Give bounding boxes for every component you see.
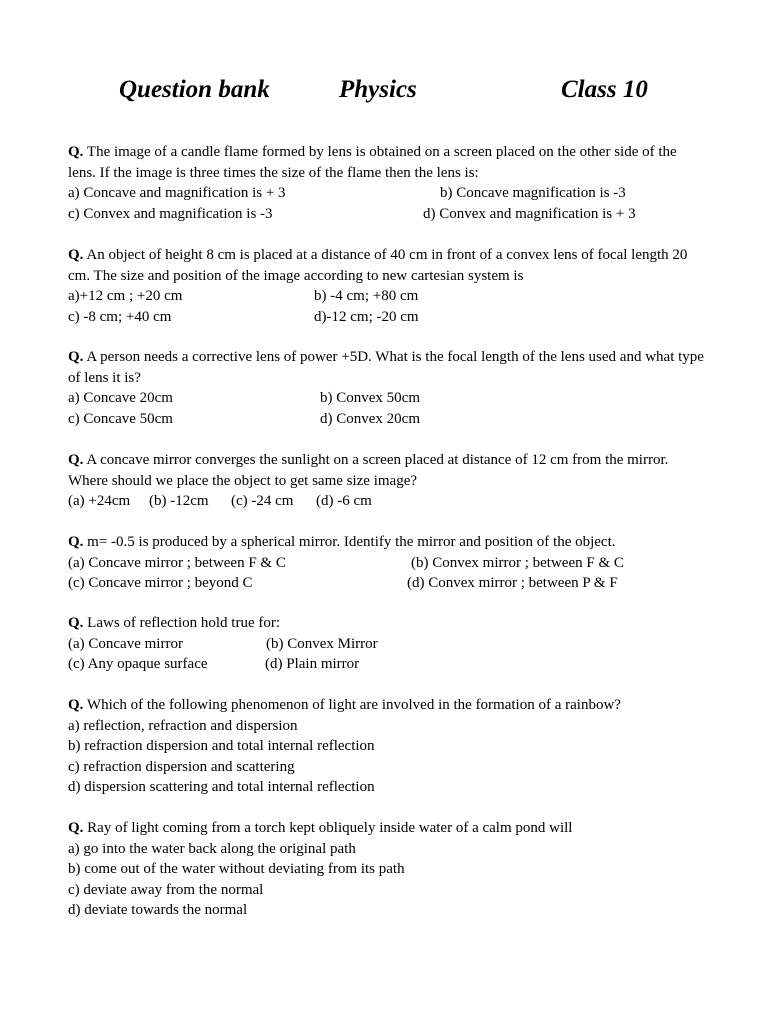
question-prefix: Q. (68, 820, 84, 836)
question-text: A concave mirror converges the sunlight on a screen placed at distance of 12 cm from the mirror. Where should we place the object to get same size image? (68, 452, 669, 489)
option-row (68, 307, 708, 328)
option-a: (a) +24cm (68, 493, 131, 509)
option-c: c) refraction dispersion and scattering (68, 758, 295, 775)
option-d: d) deviate towards the normal (68, 902, 248, 918)
question-prefix: Q. (68, 144, 84, 160)
option-c: c) Concave 50cm (68, 410, 173, 427)
option-b: b) refraction dispersion and total internal reflection (68, 738, 375, 754)
header-subject: Physics (339, 76, 417, 103)
page-header (0, 74, 768, 108)
header-title: Question bank (119, 76, 270, 103)
option-b: b) Convex 50cm (320, 390, 420, 406)
question-text: An object of height 8 cm is placed at a distance of 40 cm in front of a convex lens of focal length 20 cm. The size and position of the image according to new cartesian system is (68, 247, 688, 284)
question-3 (68, 347, 708, 429)
option-a: a)+12 cm ; +20 cm (68, 288, 183, 304)
option-a: (a) Concave mirror ; between F & C (68, 554, 286, 571)
option-row (68, 286, 708, 307)
question-4 (68, 450, 708, 512)
question-stem (68, 245, 708, 286)
option-d: d) Convex 20cm (320, 410, 420, 427)
question-text: Ray of light coming from a torch kept obliquely inside water of a calm pond will (87, 820, 573, 836)
option-b: (b) Convex mirror ; between F & C (411, 554, 624, 571)
option-a: a) go into the water back along the original path (68, 840, 356, 857)
option-row (68, 388, 708, 409)
question-stem (68, 695, 708, 716)
option-c: c) Convex and magnification is -3 (68, 205, 273, 222)
question-6 (68, 613, 708, 675)
question-8 (68, 818, 708, 921)
option-c: (c) Concave mirror ; beyond C (68, 575, 253, 591)
question-prefix: Q. (68, 247, 84, 263)
question-prefix: Q. (68, 349, 84, 365)
option-d: d)-12 cm; -20 cm (314, 308, 419, 325)
question-prefix: Q. (68, 452, 84, 468)
option-c: c) deviate away from the normal (68, 881, 264, 898)
option-a: (a) Concave mirror (68, 635, 183, 652)
option-b: b) Concave magnification is -3 (440, 185, 626, 201)
option-b: (b) -12cm (149, 493, 209, 509)
question-5 (68, 532, 708, 594)
question-text: Laws of reflection hold true for: (87, 615, 281, 631)
option-row (68, 204, 708, 225)
option-d: (d) -6 cm (316, 493, 372, 509)
header-class: Class 10 (561, 76, 648, 103)
option-b: (b) Convex Mirror (266, 635, 378, 652)
option-d: d) Convex and magnification is + 3 (423, 205, 636, 222)
question-prefix: Q. (68, 534, 84, 550)
option-a: a) Concave and magnification is + 3 (68, 185, 286, 201)
option-row (68, 553, 708, 574)
question-text: m= -0.5 is produced by a spherical mirror. Identify the mirror and position of the object. (87, 534, 616, 550)
question-stem (68, 450, 708, 491)
option-row (68, 183, 708, 204)
question-prefix: Q. (68, 697, 84, 713)
question-stem (68, 532, 708, 553)
question-text: The image of a candle flame formed by lens is obtained on a screen placed on the other side of the lens. If the image is three times the size of the flame then the lens is: (68, 144, 677, 181)
option-b: b) come out of the water without deviating from its path (68, 861, 405, 877)
question-stem (68, 142, 708, 183)
question-1 (68, 142, 708, 224)
option-c: (c) -24 cm (231, 493, 294, 509)
question-prefix: Q. (68, 615, 84, 631)
question-text: A person needs a corrective lens of power +5D. What is the focal length of the lens used and what type of lens it is? (68, 349, 704, 386)
option-a: a) reflection, refraction and dispersion (68, 717, 298, 734)
option-d: (d) Plain mirror (265, 656, 360, 672)
question-7 (68, 695, 708, 798)
option-b: b) -4 cm; +80 cm (314, 288, 419, 304)
option-a: a) Concave 20cm (68, 390, 173, 406)
option-row (68, 634, 708, 655)
option-row (68, 409, 708, 430)
question-stem (68, 818, 708, 839)
option-row (68, 491, 708, 512)
question-stem (68, 613, 708, 634)
option-row (68, 654, 708, 675)
option-row (68, 573, 708, 594)
option-c: c) -8 cm; +40 cm (68, 308, 172, 325)
option-c: (c) Any opaque surface (68, 656, 208, 672)
option-d: (d) Convex mirror ; between P & F (407, 575, 618, 591)
question-stem (68, 347, 708, 388)
option-d: d) dispersion scattering and total internal reflection (68, 779, 375, 795)
question-2 (68, 245, 708, 327)
question-text: Which of the following phenomenon of light are involved in the formation of a rainbow? (86, 697, 621, 713)
